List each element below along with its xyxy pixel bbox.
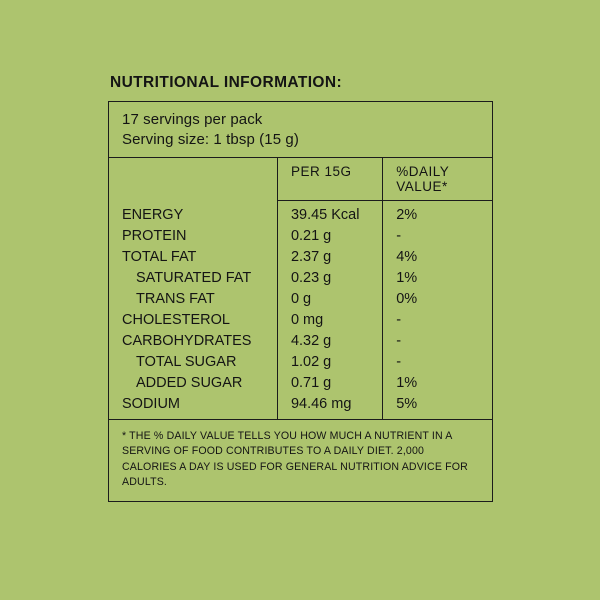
table-row bbox=[109, 246, 492, 267]
row-amount: 0.23 g bbox=[277, 267, 382, 288]
table-row bbox=[109, 372, 492, 393]
row-amount: 39.45 Kcal bbox=[277, 200, 382, 225]
row-daily-value: 5% bbox=[383, 393, 492, 419]
row-nutrient: TRANS FAT bbox=[136, 290, 215, 307]
column-header-nutrient bbox=[109, 158, 277, 201]
column-header-amount: PER 15G bbox=[277, 158, 382, 201]
servings-per-pack: 17 servings per pack bbox=[122, 111, 263, 128]
row-amount: 1.02 g bbox=[277, 351, 382, 372]
row-nutrient: TOTAL FAT bbox=[122, 248, 197, 265]
row-daily-value: - bbox=[383, 225, 492, 246]
servings-section bbox=[109, 102, 492, 158]
nutrition-table-box bbox=[108, 101, 493, 502]
table-row bbox=[109, 393, 492, 419]
serving-size: Serving size: 1 tbsp (15 g) bbox=[122, 130, 299, 148]
table-row bbox=[109, 351, 492, 372]
table-header-row bbox=[109, 158, 492, 201]
row-amount: 2.37 g bbox=[277, 246, 382, 267]
row-nutrient: ENERGY bbox=[122, 206, 184, 223]
row-daily-value: 0% bbox=[383, 288, 492, 309]
row-amount: 94.46 mg bbox=[277, 393, 382, 419]
row-nutrient: CARBOHYDRATES bbox=[122, 332, 252, 349]
row-nutrient: ADDED SUGAR bbox=[136, 374, 243, 391]
row-nutrient: CHOLESTEROL bbox=[122, 311, 230, 328]
row-nutrient: PROTEIN bbox=[122, 227, 187, 244]
column-header-daily-value: %DAILY VALUE* bbox=[383, 158, 492, 201]
row-nutrient: SATURATED FAT bbox=[136, 269, 252, 286]
row-daily-value: - bbox=[383, 330, 492, 351]
page-title: NUTRITIONAL INFORMATION: bbox=[110, 74, 343, 91]
row-amount: 0 g bbox=[277, 288, 382, 309]
table-row bbox=[109, 288, 492, 309]
row-daily-value: 1% bbox=[383, 267, 492, 288]
row-amount: 0.21 g bbox=[277, 225, 382, 246]
row-daily-value: - bbox=[383, 309, 492, 330]
table-row bbox=[109, 267, 492, 288]
row-daily-value: 4% bbox=[383, 246, 492, 267]
nutrition-table bbox=[109, 158, 492, 419]
row-amount: 0.71 g bbox=[277, 372, 382, 393]
table-row bbox=[109, 330, 492, 351]
table-row bbox=[109, 200, 492, 225]
row-daily-value: - bbox=[383, 351, 492, 372]
row-amount: 4.32 g bbox=[277, 330, 382, 351]
row-amount: 0 mg bbox=[277, 309, 382, 330]
row-nutrient: SODIUM bbox=[122, 395, 180, 412]
daily-value-footnote: * THE % DAILY VALUE TELLS YOU HOW MUCH A NUTRIENT IN A SERVING OF FOOD CONTRIBUTES TO A DAILY DIET. 2,000 CALORIES A DAY IS USED FOR GENERAL NUTRITION ADVICE FOR ADULTS. bbox=[109, 419, 492, 501]
row-nutrient: TOTAL SUGAR bbox=[136, 353, 237, 370]
table-row bbox=[109, 225, 492, 246]
table-row bbox=[109, 309, 492, 330]
nutrition-panel bbox=[108, 74, 493, 502]
row-daily-value: 2% bbox=[383, 200, 492, 225]
row-daily-value: 1% bbox=[383, 372, 492, 393]
table-body bbox=[109, 200, 492, 419]
